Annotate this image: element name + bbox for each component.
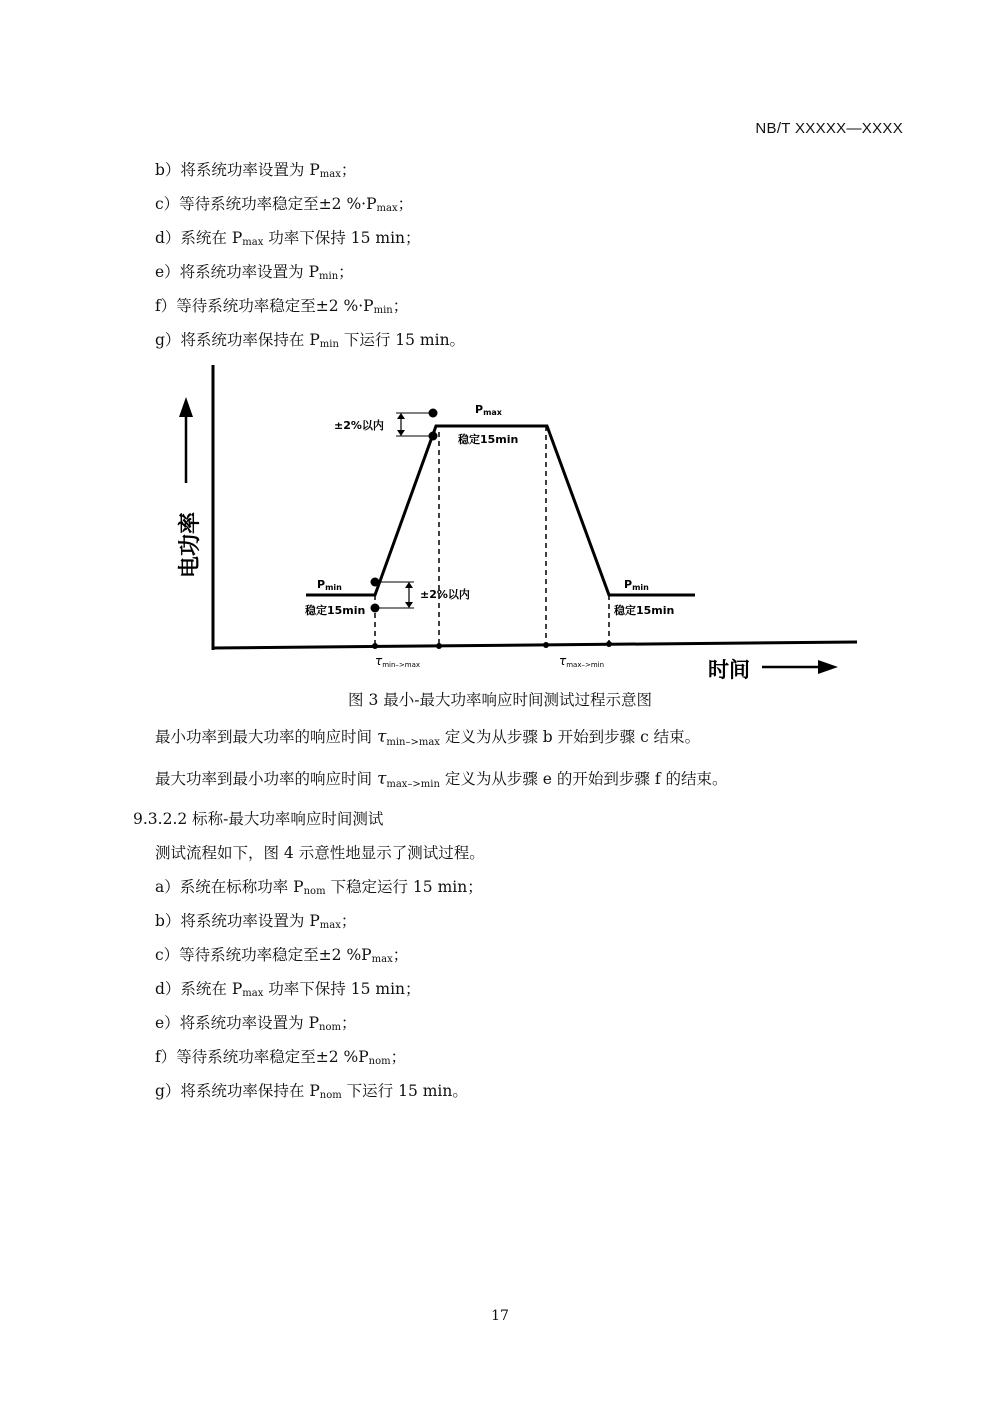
- definition-max-to-min: 最大功率到最小功率的响应时间 $\tau_{max->min}$ 定义为从步骤 e 的开始到步骤 f 的结束。: [155, 769, 728, 790]
- tol-arrow-up-2: [405, 582, 413, 588]
- x-arrow-head: [818, 660, 838, 674]
- section-heading: 9.3.2.2 标称-最大功率响应时间测试: [133, 810, 384, 828]
- dot-tau1-start: [372, 643, 378, 649]
- figure-caption: 图 3 最小-最大功率响应时间测试过程示意图: [348, 691, 652, 709]
- step-b: b）将系统功率设置为 $P_{max}$；: [155, 161, 357, 180]
- x-axis: [212, 642, 857, 648]
- step-g: g）将系统功率保持在 $P_{min}$ 下运行 15 min。: [155, 331, 466, 350]
- definition-min-to-max: 最小功率到最大功率的响应时间 $\tau_{min->max}$ 定义为从步骤 b 开始到步骤 c 结束。: [155, 727, 701, 748]
- step2-c: c）等待系统功率稳定至±2 $\%P_{max}$；: [155, 946, 409, 965]
- step2-d: d）系统在 $P_{max}$ 功率下保持 15 min；: [155, 980, 421, 999]
- dot-tau2-end: [606, 641, 612, 647]
- stable-label-left: 稳定15min: [305, 604, 366, 617]
- step2-e: e）将系统功率设置为 $P_{nom}$；: [155, 1014, 357, 1033]
- tol-label-upper: ±2%以内: [334, 419, 384, 432]
- step2-g: g）将系统功率保持在 $P_{nom}$ 下运行 15 min。: [155, 1082, 468, 1101]
- y-arrow-head: [179, 397, 193, 417]
- response-time-figure: [0, 355, 1000, 685]
- tol-arrow-up-1: [397, 413, 405, 419]
- step2-f: f）等待系统功率稳定至±2 $\%P_{nom}$；: [155, 1048, 407, 1067]
- pmin-label-right: Pmin: [624, 578, 649, 592]
- stable-label-max: 稳定15min: [458, 433, 519, 446]
- document-code: NB/T XXXXX—XXXX: [755, 120, 903, 137]
- step-c: c）等待系统功率稳定至±2 $\%\cdot P_{max}$；: [155, 195, 414, 214]
- tol-arrow-down-2: [405, 602, 413, 608]
- dot-tau1-end: [436, 643, 442, 649]
- step2-b: b）将系统功率设置为 $P_{max}$；: [155, 912, 357, 931]
- tol-arrow-down-1: [397, 430, 405, 436]
- tol-label-lower: ±2%以内: [420, 588, 470, 601]
- stable-label-right: 稳定15min: [614, 604, 675, 617]
- x-axis-label: 时间: [708, 658, 750, 682]
- step-e: e）将系统功率设置为 $P_{min}$；: [155, 263, 354, 282]
- step2-a: a）系统在标称功率 $P_{nom}$ 下稳定运行 15 min；: [155, 878, 483, 897]
- pmax-label: Pmax: [475, 403, 502, 417]
- power-curve: [306, 426, 695, 595]
- step-f: f）等待系统功率稳定至±2 $\%\cdot P_{min}$；: [155, 297, 409, 316]
- y-axis-label: 电功率: [178, 511, 203, 579]
- dot-tau2-start: [543, 642, 549, 648]
- tau1-label: $\tau_{min->max}$: [375, 654, 421, 669]
- page-number: 17: [491, 1308, 509, 1324]
- tau2-label: $\tau_{max->min}$: [559, 654, 605, 669]
- pmin-label-left: Pmin: [317, 578, 342, 592]
- intro-text: 测试流程如下，图 4 示意性地显示了测试过程。: [155, 844, 485, 862]
- step-d: d）系统在 $P_{max}$ 功率下保持 15 min；: [155, 229, 421, 248]
